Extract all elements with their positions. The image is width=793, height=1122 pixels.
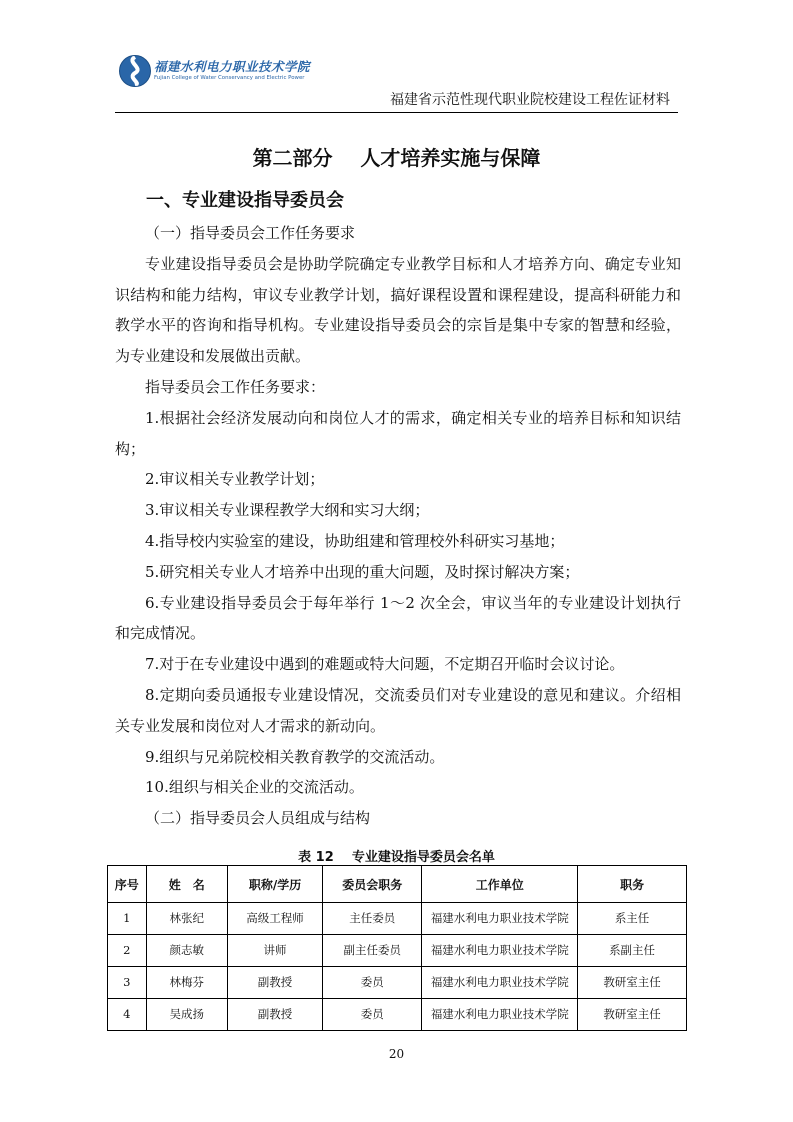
column-header: 序号: [108, 866, 147, 903]
task-item: 7.对于在专业建设中遇到的难题或特大问题，不定期召开临时会议讨论。: [145, 655, 625, 674]
table-cell: 委员: [323, 967, 422, 999]
table-row: [108, 967, 687, 999]
body-text: [115, 218, 681, 834]
table-cell: 讲师: [228, 935, 323, 967]
column-header: 委员会职务: [323, 866, 422, 903]
table-cell: 1: [108, 903, 147, 935]
intro-paragraph: 专业建设指导委员会是协助学院确定专业教学目标和人才培养方向、确定专业知识结构和能力结构，审议专业教学计划，搞好课程设置和课程建设，提高科研能力和教学水平的咨询和指导机构。专业建设指导委员会的宗旨是集中专家的智慧和经验，为专业建设和发展做出贡献。: [115, 254, 681, 366]
table-cell: 系主任: [578, 903, 687, 935]
table-cell: 副主任委员: [323, 935, 422, 967]
table-cell: 2: [108, 935, 147, 967]
section-title: 一、专业建设指导委员会: [146, 190, 344, 211]
header-divider: [115, 112, 678, 113]
table-cell: 福建水利电力职业技术学院: [422, 935, 578, 967]
table-cell: 福建水利电力职业技术学院: [422, 903, 578, 935]
committee-table: [107, 865, 687, 1031]
table-cell: 系副主任: [578, 935, 687, 967]
table-cell: 副教授: [228, 967, 323, 999]
task-item: 1.根据社会经济发展动向和岗位人才的需求，确定相关专业的培养目标和知识结构；: [115, 408, 681, 458]
page-number: 20: [388, 1047, 405, 1061]
subsection-heading-1: （一）指导委员会工作任务要求: [145, 224, 356, 242]
table-cell: 林梅芬: [146, 967, 227, 999]
column-header: 工作单位: [422, 866, 578, 903]
part-title: 第二部分 人才培养实施与保障: [252, 146, 541, 170]
column-header: 职务: [578, 866, 687, 903]
table-cell: 委员: [323, 999, 422, 1031]
table-caption: 表 12 专业建设指导委员会名单: [298, 850, 495, 865]
task-item: 6.专业建设指导委员会于每年举行 1～2 次全会，审议当年的专业建设计划执行和完成情况。: [115, 593, 681, 643]
table-cell: 4: [108, 999, 147, 1031]
college-emblem-icon: [118, 54, 152, 88]
column-header: 姓 名: [146, 866, 227, 903]
table-cell: 吴成扬: [146, 999, 227, 1031]
task-item: 9.组织与兄弟院校相关教育教学的交流活动。: [145, 747, 445, 766]
table-header-row: [108, 866, 687, 903]
logo-name-en: Fujian College of Water Conservancy and Electric Power: [154, 75, 305, 81]
subsection-heading-2: （二）指导委员会人员组成与结构: [145, 809, 371, 828]
logo-name-cn: 福建水利电力职业技术学院: [154, 59, 311, 74]
table-cell: 福建水利电力职业技术学院: [422, 999, 578, 1031]
task-item: 5.研究相关专业人才培养中出现的重大问题，及时探讨解决方案；: [145, 562, 580, 581]
task-item: 3.审议相关专业课程教学大纲和实习大纲；: [145, 501, 430, 520]
table-cell: 主任委员: [323, 903, 422, 935]
table-row: [108, 935, 687, 967]
task-item: 4.指导校内实验室的建设，协助组建和管理校外科研实习基地；: [145, 531, 565, 550]
table-cell: 高级工程师: [228, 903, 323, 935]
table-cell: 教研室主任: [578, 967, 687, 999]
table-cell: 林张纪: [146, 903, 227, 935]
college-logo: [118, 54, 311, 92]
table-row: [108, 999, 687, 1031]
table-cell: 颜志敏: [146, 935, 227, 967]
task-item: 8.定期向委员通报专业建设情况，交流委员们对专业建设的意见和建议。介绍相关专业发展和岗位对人才需求的新动向。: [115, 685, 681, 735]
running-header: 福建省示范性现代职业院校建设工程佐证材料: [390, 92, 670, 108]
tasks-heading: 指导委员会工作任务要求：: [145, 377, 326, 396]
table-cell: 福建水利电力职业技术学院: [422, 967, 578, 999]
column-header: 职称/学历: [228, 866, 323, 903]
task-item: 2.审议相关专业教学计划；: [145, 470, 325, 489]
table-cell: 教研室主任: [578, 999, 687, 1031]
table-cell: 副教授: [228, 999, 323, 1031]
table-row: [108, 903, 687, 935]
task-item: 10.组织与相关企业的交流活动。: [145, 778, 364, 797]
table-cell: 3: [108, 967, 147, 999]
